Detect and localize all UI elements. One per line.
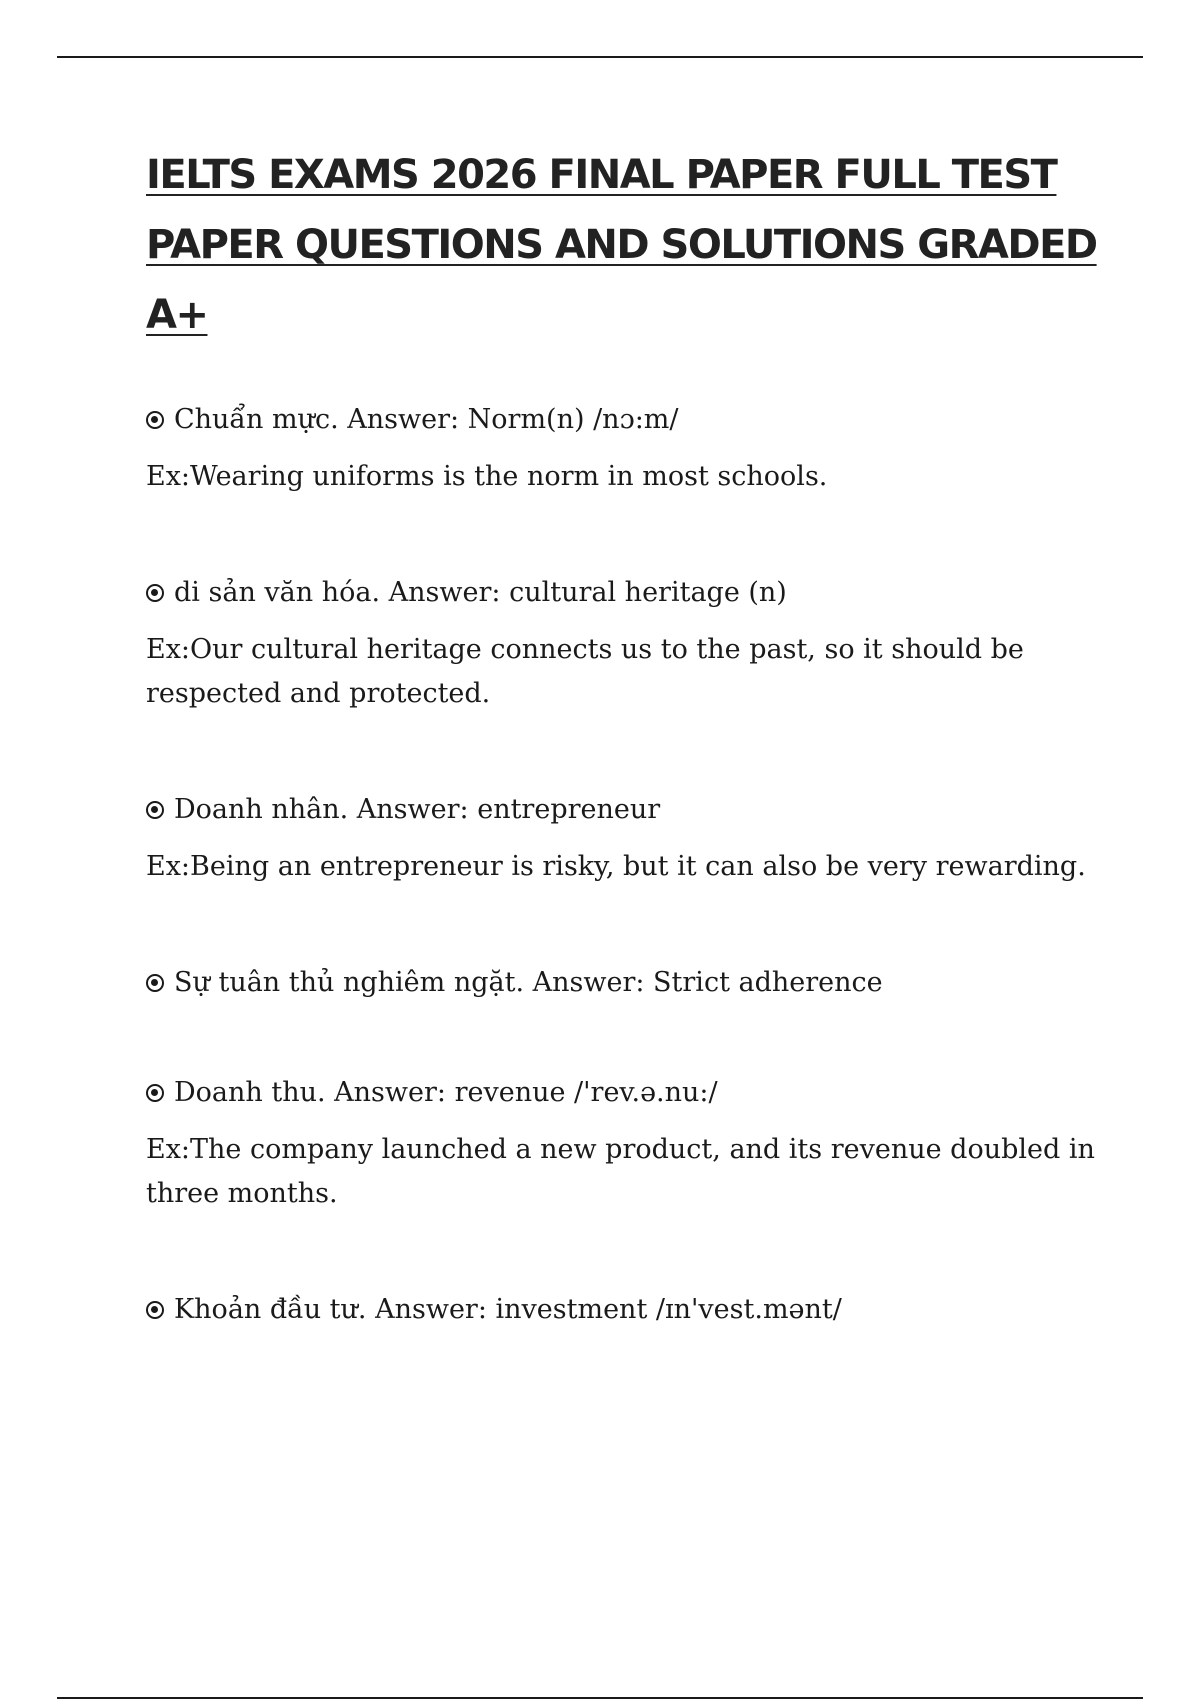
- question-text: Sự tuân thủ nghiêm ngặt. Answer: Strict adherence: [174, 967, 883, 998]
- question-text: Khoản đầu tư. Answer: investment /ɪn'vest.mənt/: [174, 1294, 842, 1325]
- bottom-divider: [57, 1697, 1143, 1699]
- example-sentence: Ex:Our cultural heritage connects us to the past, so it should be respected and protected.: [146, 634, 1024, 709]
- question-text: di sản văn hóa. Answer: cultural heritage (n): [174, 577, 787, 608]
- question-line: [146, 398, 1106, 442]
- list-item: [146, 571, 1106, 716]
- fisheye-bullet-icon: [146, 1084, 164, 1102]
- question-text: Chuẩn mực. Answer: Norm(n) /nɔ:m/: [174, 404, 679, 435]
- list-item: [146, 398, 1106, 499]
- document-body: [146, 140, 1106, 1404]
- list-item: [146, 961, 1106, 1005]
- list-item: [146, 1071, 1106, 1216]
- question-line: [146, 1071, 1106, 1115]
- fisheye-bullet-icon: [146, 801, 164, 819]
- example-sentence: Ex:Wearing uniforms is the norm in most schools.: [146, 461, 828, 492]
- question-line: [146, 571, 1106, 615]
- fisheye-bullet-icon: [146, 1301, 164, 1319]
- list-item: [146, 1288, 1106, 1332]
- question-line: [146, 1288, 1106, 1332]
- example-sentence: Ex:Being an entrepreneur is risky, but it can also be very rewarding.: [146, 851, 1086, 882]
- entry-list: [146, 398, 1106, 1332]
- fisheye-bullet-icon: [146, 974, 164, 992]
- question-line: [146, 961, 1106, 1005]
- fisheye-bullet-icon: [146, 584, 164, 602]
- top-divider: [57, 56, 1143, 58]
- fisheye-bullet-icon: [146, 411, 164, 429]
- list-item: [146, 788, 1106, 889]
- document-title: IELTS EXAMS 2026 FINAL PAPER FULL TEST PAPER QUESTIONS AND SOLUTIONS GRADED A+: [146, 152, 1097, 338]
- example-sentence: Ex:The company launched a new product, and its revenue doubled in three months.: [146, 1134, 1095, 1209]
- question-line: [146, 788, 1106, 832]
- question-text: Doanh thu. Answer: revenue /'rev.ə.nu:/: [174, 1077, 718, 1108]
- question-text: Doanh nhân. Answer: entrepreneur: [174, 794, 661, 825]
